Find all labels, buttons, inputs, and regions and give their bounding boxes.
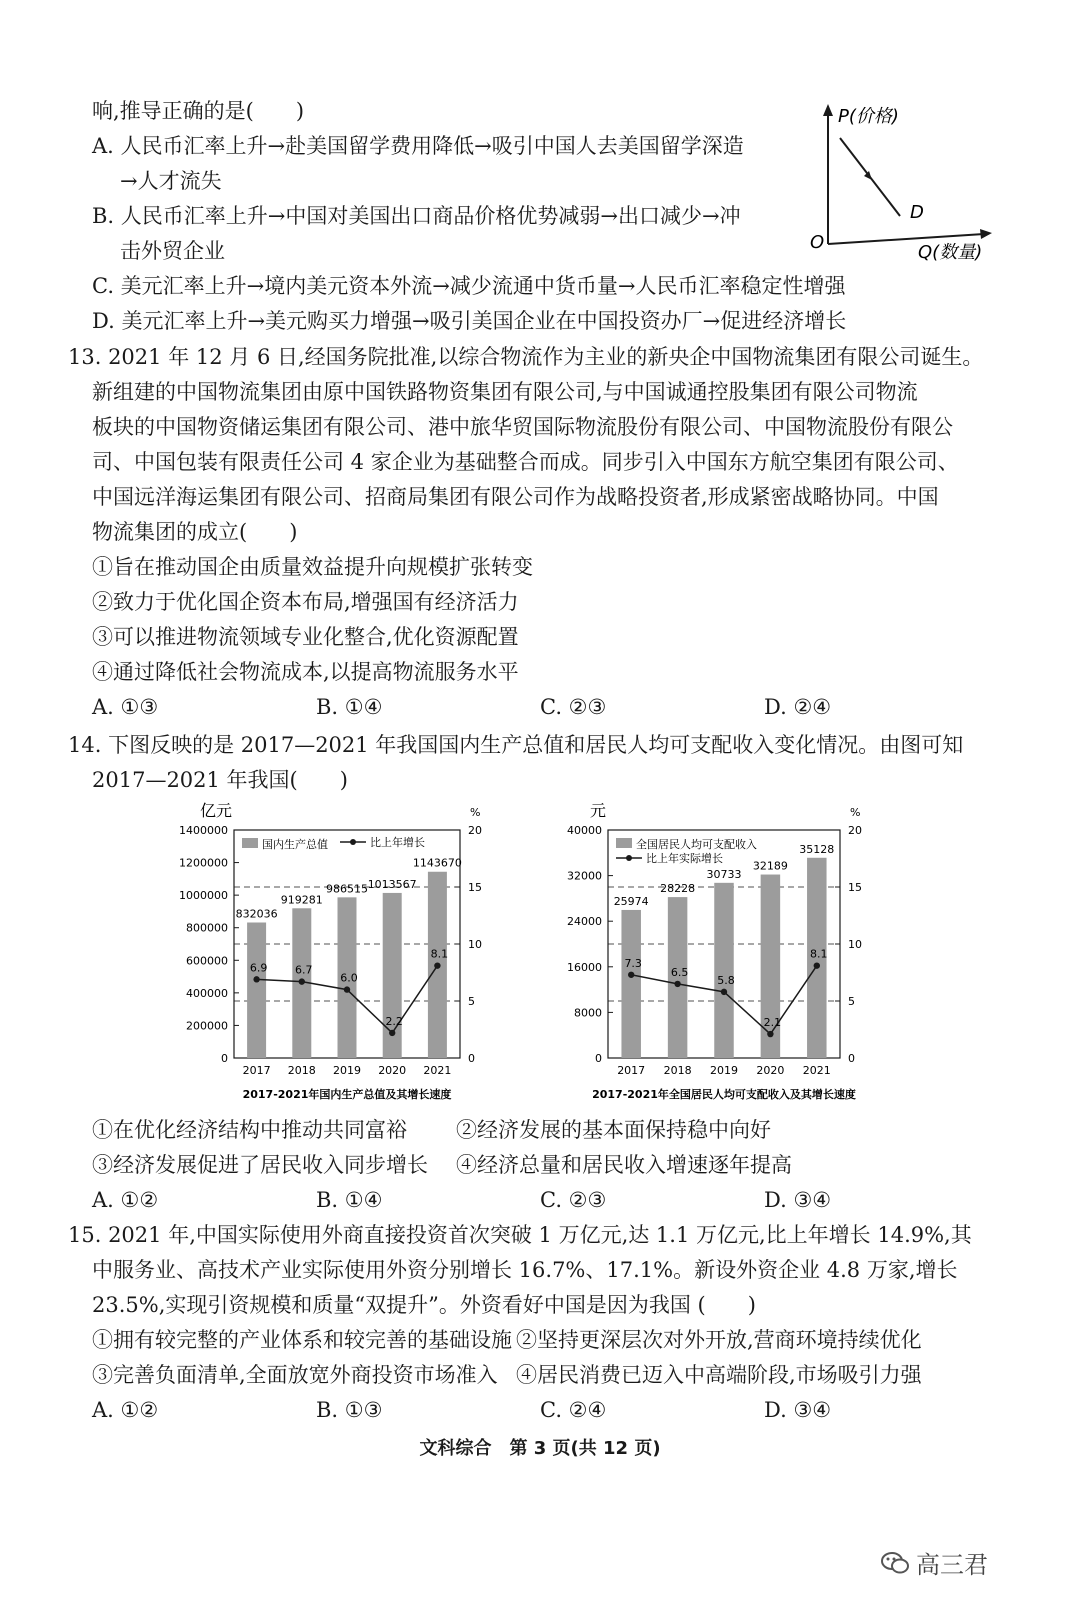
- q15-line-1: 15. 2021 年,中国实际使用外商直接投资首次突破 1 万亿元,达 1.1 万亿元,比上年增长 14.9%,其: [68, 1223, 972, 1247]
- x-tick-label: 2018: [663, 1064, 692, 1077]
- legend-bar-swatch: [242, 838, 258, 848]
- growth-value-label: 6.7: [295, 963, 313, 977]
- y2-tick-label: 5: [468, 995, 475, 1008]
- q12-option-c: C. 美元汇率上升→境内美元资本外流→减少流通中货币量→人民币汇率稳定性增强: [92, 274, 846, 298]
- chart-caption: 2017-2021年国内生产总值及其增长速度: [242, 1088, 452, 1101]
- bar-value-label: 35128: [799, 842, 835, 856]
- growth-point: [628, 972, 634, 978]
- q13-line-1: 13. 2021 年 12 月 6 日,经国务院批准,以综合物流作为主业的新央企中国物流集团有限公司诞生。: [68, 345, 984, 369]
- bar-value-label: 32189: [752, 859, 788, 873]
- y-tick-label: 1400000: [179, 824, 228, 837]
- legend-line-label: 比上年增长: [370, 836, 425, 849]
- y2-tick-label: 0: [848, 1052, 855, 1065]
- y2-tick-label: 20: [468, 824, 482, 837]
- y-tick-label: 1000000: [179, 889, 228, 903]
- left-unit-label: 元: [590, 801, 607, 820]
- y-tick-label: 24000: [567, 915, 602, 929]
- growth-value-label: 6.9: [249, 961, 268, 975]
- q15-items-row-2: [92, 1360, 922, 1390]
- growth-point: [674, 981, 680, 987]
- bar: [761, 875, 780, 1058]
- q13-item-2: ②致力于优化国企资本布局,增强国有经济活力: [92, 590, 519, 614]
- q14-option-d: D. ③④: [764, 1188, 832, 1212]
- growth-value-label: 5.8: [717, 973, 735, 987]
- q15-item-1: ①拥有较完整的产业体系和较完善的基础设施: [92, 1328, 512, 1352]
- y2-tick-label: 20: [848, 824, 862, 837]
- legend-bar-label: 国内生产总值: [262, 838, 328, 851]
- growth-point: [814, 962, 820, 968]
- chart-caption: 2017-2021年全国居民人均可支配收入及其增长速度: [592, 1088, 856, 1101]
- q13-item-4: ④通过降低社会物流成本,以提高物流服务水平: [92, 660, 519, 684]
- x-tick-label: 2021: [423, 1064, 452, 1077]
- q12-stem-tail: 响,推导正确的是( ): [92, 99, 305, 123]
- y-tick-label: 0: [595, 1052, 602, 1065]
- growth-value-label: 8.1: [430, 947, 449, 961]
- bar-value-label: 30733: [706, 867, 742, 881]
- legend-line-marker: [350, 839, 356, 845]
- y-tick-label: 16000: [567, 960, 602, 974]
- growth-value-label: 2.1: [763, 1016, 782, 1030]
- y-tick-label: 8000: [574, 1006, 602, 1020]
- q15-option-a: A. ①②: [92, 1398, 159, 1422]
- d-label: D: [910, 202, 924, 223]
- growth-value-label: 7.3: [624, 956, 642, 970]
- page-footer: 文科综合 第 3 页(共 12 页): [419, 1438, 661, 1459]
- q13-option-d: D. ②④: [764, 695, 832, 719]
- q13-option-b: B. ①④: [316, 695, 383, 719]
- q14-items-row-2: [92, 1150, 792, 1180]
- q13-line-4: 司、中国包装有限责任公司 4 家企业为基础整合而成。同步引入中国东方航空集团有限公司、: [92, 450, 959, 474]
- y-tick-label: 200000: [186, 1019, 228, 1033]
- origin-label: O: [810, 232, 825, 253]
- growth-value-label: 6.5: [670, 965, 689, 979]
- x-tick-label: 2017: [617, 1064, 646, 1077]
- right-unit-label: %: [850, 806, 861, 819]
- gdp-chart: [170, 800, 490, 1112]
- q13-line-3: 板块的中国物资储运集团有限公司、港中旅华贸国际物流股份有限公司、中国物流股份有限公: [92, 415, 953, 439]
- growth-point: [434, 962, 440, 968]
- legend-line-marker: [626, 855, 632, 861]
- q13-item-1: ①旨在推动国企由质量效益提升向规模扩张转变: [92, 555, 533, 579]
- watermark: [880, 1545, 988, 1580]
- q14-item-3: ③经济发展促进了居民收入同步增长: [92, 1153, 428, 1177]
- bar-value-label: 832036: [235, 907, 278, 921]
- q13-option-c: C. ②③: [540, 695, 607, 719]
- y-tick-label: 0: [221, 1052, 228, 1065]
- q15-option-c: C. ②④: [540, 1398, 607, 1422]
- q12-option-b: B. 人民币汇率上升→中国对美国出口商品价格优势减弱→出口减少→冲: [92, 204, 741, 228]
- q15-line-3: 23.5%,实现引资规模和质量“双提升”。外资看好中国是因为我国 ( ): [92, 1293, 756, 1317]
- legend-bar-swatch: [616, 838, 632, 848]
- left-unit-label: 亿元: [200, 801, 233, 820]
- q13-line-6: 物流集团的成立( ): [92, 520, 298, 544]
- x-tick-label: 2020: [756, 1064, 785, 1077]
- q13-option-a: A. ①③: [92, 695, 159, 719]
- x-tick-label: 2019: [333, 1064, 361, 1077]
- x-tick-label: 2017: [242, 1064, 271, 1077]
- y-tick-label: 400000: [186, 986, 228, 1000]
- y-tick-label: 800000: [186, 921, 228, 935]
- q15-option-d: D. ③④: [764, 1398, 832, 1422]
- x-tick-label: 2018: [287, 1064, 316, 1077]
- q14-item-1: ①在优化经济结构中推动共同富裕: [92, 1118, 407, 1142]
- y2-tick-label: 10: [468, 938, 482, 951]
- legend-bar-label: 全国居民人均可支配收入: [636, 838, 757, 851]
- q14-option-c: C. ②③: [540, 1188, 607, 1212]
- demand-curve-graph: [806, 94, 996, 264]
- q14-option-b: B. ①④: [316, 1188, 383, 1212]
- bar-value-label: 28228: [660, 882, 696, 896]
- y2-tick-label: 0: [468, 1052, 475, 1065]
- q14-line-2: 2017—2021 年我国( ): [92, 768, 348, 792]
- bar: [714, 883, 733, 1058]
- bar-value-label: 919281: [280, 893, 323, 907]
- q15-item-2: ②坚持更深层次对外开放,营商环境持续优化: [516, 1328, 922, 1352]
- y-tick-label: 32000: [567, 869, 602, 883]
- growth-value-label: 6.0: [340, 971, 358, 985]
- x-tick-label: 2021: [802, 1064, 831, 1077]
- q13-options: [92, 692, 988, 722]
- y2-tick-label: 10: [848, 938, 862, 951]
- income-chart: [550, 800, 885, 1112]
- bar-value-label: 1143670: [412, 856, 462, 870]
- x-tick-label: 2020: [378, 1064, 407, 1077]
- q15-item-3: ③完善负面清单,全面放宽外商投资市场准入: [92, 1363, 498, 1387]
- q14-options: [92, 1185, 988, 1215]
- q13-line-5: 中国远洋海运集团有限公司、招商局集团有限公司作为战略投资者,形成紧密战略协同。中国: [92, 485, 939, 509]
- bar-value-label: 986515: [326, 882, 368, 896]
- q12-option-a: A. 人民币汇率上升→赴美国留学费用降低→吸引中国人去美国留学深造: [92, 134, 744, 158]
- bar-value-label: 25974: [613, 894, 649, 908]
- q13-line-2: 新组建的中国物流集团由原中国铁路物资集团有限公司,与中国诚通控股集团有限公司物流: [92, 380, 918, 404]
- bar-value-label: 1013567: [367, 877, 417, 891]
- q12-option-b-cont: 击外贸企业: [120, 239, 225, 263]
- q14-option-a: A. ①②: [92, 1188, 159, 1212]
- y-tick-label: 600000: [186, 954, 228, 968]
- p-axis-label: P(价格): [838, 106, 899, 127]
- right-unit-label: %: [470, 806, 481, 819]
- q15-items-row-1: [92, 1325, 922, 1355]
- q14-item-2: ②经济发展的基本面保持稳中向好: [456, 1118, 771, 1142]
- y-tick-label: 1200000: [179, 856, 228, 870]
- growth-point: [299, 978, 305, 984]
- q-axis-label: Q(数量): [918, 242, 983, 263]
- q14-items-row-1: [92, 1115, 771, 1145]
- growth-point: [344, 986, 350, 992]
- legend-line-label: 比上年实际增长: [646, 852, 723, 865]
- watermark-text: 高三君: [916, 1551, 988, 1579]
- y2-tick-label: 15: [468, 881, 482, 894]
- growth-point: [389, 1030, 395, 1036]
- bar: [247, 922, 266, 1058]
- q15-line-2: 中服务业、高技术产业实际使用外资分别增长 16.7%、17.1%。新设外资企业 4.8 万家,增长: [92, 1258, 958, 1282]
- y2-tick-label: 15: [848, 881, 862, 894]
- growth-value-label: 8.1: [810, 947, 828, 961]
- growth-point: [767, 1031, 773, 1037]
- q14-item-4: ④经济总量和居民收入增速逐年提高: [456, 1153, 792, 1177]
- y-tick-label: 40000: [567, 824, 602, 837]
- y2-tick-label: 5: [848, 995, 855, 1008]
- wechat-icon: [880, 1550, 910, 1576]
- bar: [621, 910, 640, 1058]
- q13-item-3: ③可以推进物流领域专业化整合,优化资源配置: [92, 625, 519, 649]
- q12-option-d: D. 美元汇率上升→美元购买力增强→吸引美国企业在中国投资办厂→促进经济增长: [92, 309, 847, 333]
- q15-option-b: B. ①③: [316, 1398, 383, 1422]
- q12-option-a-cont: →人才流失: [120, 169, 222, 193]
- q15-item-4: ④居民消费已迈入中高端阶段,市场吸引力强: [516, 1363, 922, 1387]
- x-tick-label: 2019: [710, 1064, 738, 1077]
- q14-line-1: 14. 下图反映的是 2017—2021 年我国国内生产总值和居民人均可支配收入变化情况。由图可知: [68, 733, 964, 757]
- growth-point: [721, 989, 727, 995]
- growth-point: [253, 976, 259, 982]
- growth-value-label: 2.2: [385, 1014, 403, 1028]
- q15-options: [92, 1395, 988, 1425]
